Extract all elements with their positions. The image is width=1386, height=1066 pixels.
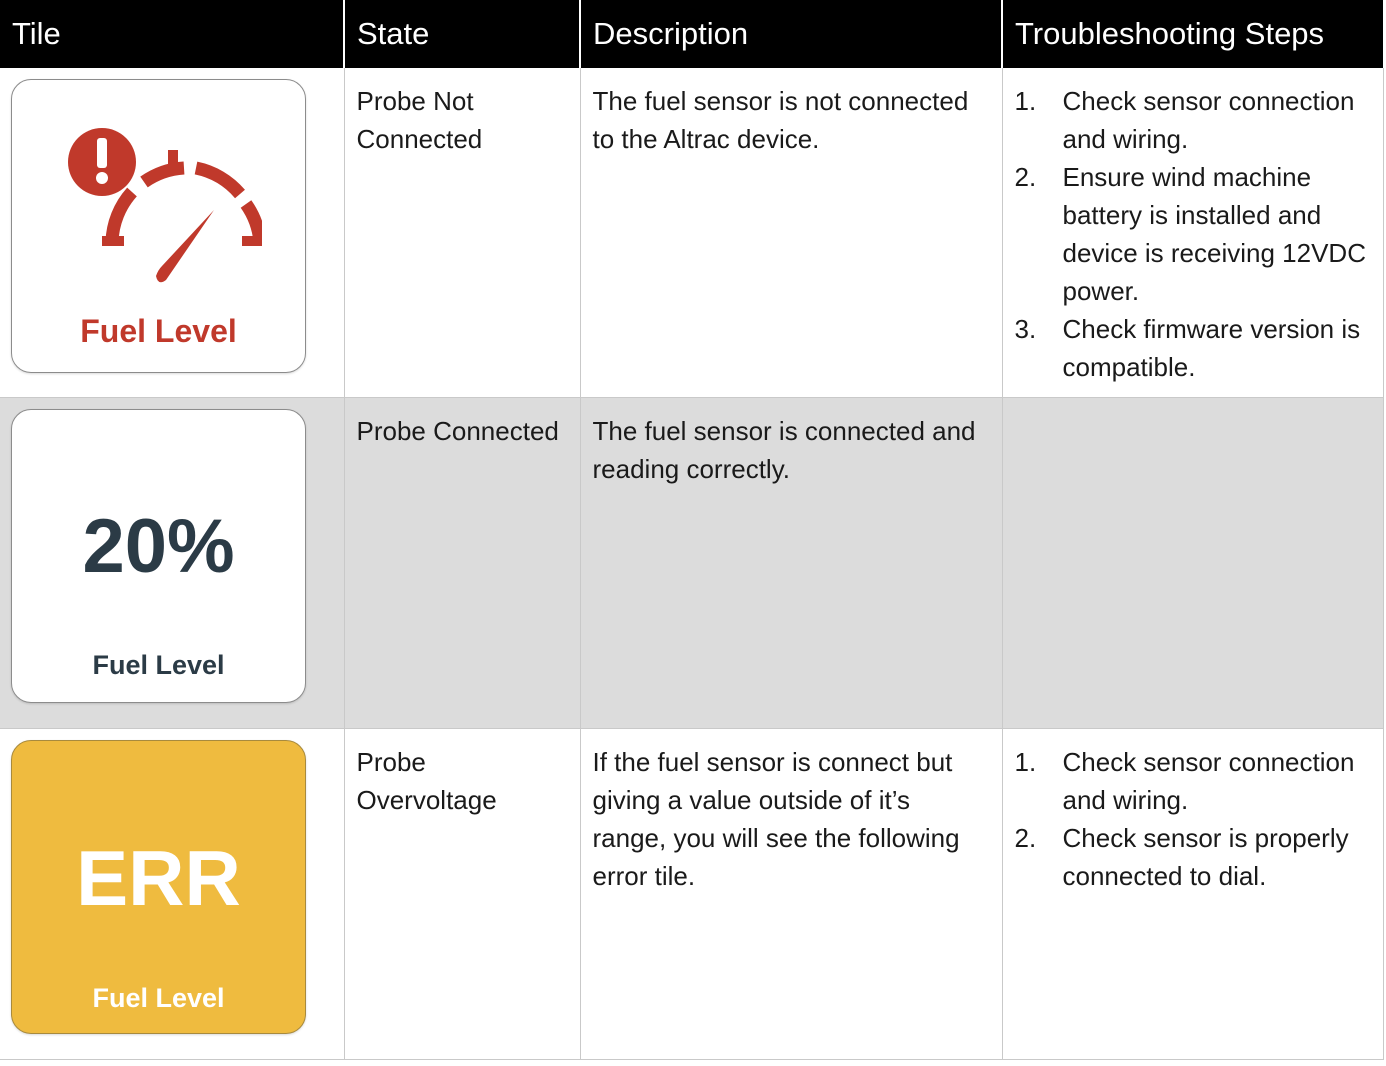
list-item: 2. Check sensor is properly connected to dial. xyxy=(1014,823,1349,891)
tile-cell xyxy=(0,398,344,729)
steps-cell xyxy=(1002,729,1383,1060)
table-row xyxy=(0,68,1383,398)
tile-value: ERR xyxy=(76,834,241,922)
state-cell: Probe Not Connected xyxy=(344,68,580,398)
header-tile: Tile xyxy=(0,0,344,68)
table-header-row xyxy=(0,0,1383,68)
fuel-gauge-alert-icon xyxy=(62,124,262,294)
list-item: 1. Check sensor connection and wiring. xyxy=(1014,86,1355,154)
header-description: Description xyxy=(580,0,1002,68)
tile-value: 20% xyxy=(82,504,235,589)
description-cell: The fuel sensor is connected and reading correctly. xyxy=(580,398,1002,729)
fuel-level-tile-connected xyxy=(11,409,306,703)
tile-label: Fuel Level xyxy=(80,313,237,349)
description-cell: If the fuel sensor is connect but giving a value outside of it’s range, you will see the following error tile. xyxy=(580,729,1002,1060)
list-item: 2. Ensure wind machine battery is installed and device is receiving 12VDC power. xyxy=(1014,162,1366,306)
table-row xyxy=(0,729,1383,1060)
header-troubleshooting: Troubleshooting Steps xyxy=(1002,0,1383,68)
state-cell: Probe Connected xyxy=(344,398,580,729)
list-item: 3. Check firmware version is compatible. xyxy=(1014,314,1361,382)
tile-cell xyxy=(0,68,344,398)
list-item: 1. Check sensor connection and wiring. xyxy=(1014,747,1355,815)
table-row xyxy=(0,398,1383,729)
steps-cell xyxy=(1002,68,1383,398)
troubleshooting-steps-list xyxy=(1015,743,1371,895)
fuel-level-tile-not-connected xyxy=(11,79,306,373)
steps-cell xyxy=(1002,398,1383,729)
fuel-level-tile-error xyxy=(11,740,306,1034)
tile-label: Fuel Level xyxy=(92,983,225,1013)
troubleshooting-steps-list xyxy=(1015,82,1371,386)
tile-cell xyxy=(0,729,344,1060)
tile-label: Fuel Level xyxy=(92,650,225,680)
header-state: State xyxy=(344,0,580,68)
state-cell: Probe Overvoltage xyxy=(344,729,580,1060)
description-cell: The fuel sensor is not connected to the Altrac device. xyxy=(580,68,1002,398)
